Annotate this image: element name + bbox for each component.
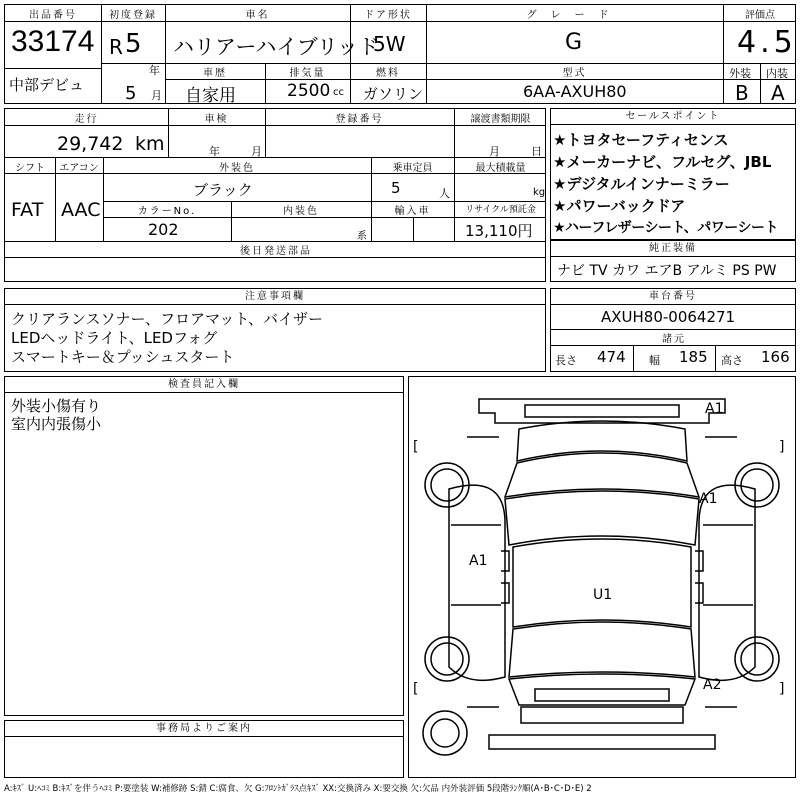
displacement: 2500 [287, 81, 331, 101]
sales-point: ★デジタルインナーミラー [553, 175, 730, 193]
inspection-month-unit: 月 [251, 145, 262, 158]
office-label: 事務局よりご案内 [5, 721, 403, 737]
sales-point: ★パワーバックドア [553, 197, 686, 215]
car-name: ハリアーハイブリッド [173, 35, 380, 59]
condition-diagram [408, 376, 796, 778]
recycle-label: リサイクル預託金 [465, 205, 536, 215]
specs-label: 諸元 [662, 334, 686, 345]
grade-label: グレード [526, 10, 623, 21]
equipment [550, 240, 796, 282]
model-label: 型式 [562, 68, 587, 79]
height: 166 [761, 348, 790, 366]
damage-mark: A1 [699, 491, 718, 507]
height-label: 高さ [721, 354, 743, 367]
note-line: スマートキー＆プッシュスタート [11, 348, 235, 366]
sales-points-label: セールスポイント [551, 109, 795, 125]
inspector-section [4, 376, 404, 716]
model: 6AA-AXUH80 [523, 82, 627, 101]
sales-point: ★メーカーナビ、フルセグ、JBL [553, 153, 772, 171]
grade: G [565, 30, 583, 55]
mileage-label: 走行 [74, 114, 99, 125]
cc-unit: cc [333, 87, 344, 98]
fuel: ガソリン [363, 85, 424, 103]
interior-grade: A [771, 81, 785, 105]
equipment-label: 純正装備 [551, 241, 795, 257]
lot-label: 出品番号 [29, 10, 77, 21]
sales-point: ★トヨタセーフティセンス [553, 131, 729, 149]
length-label: 長さ [555, 354, 577, 367]
mileage: 29,742 [57, 133, 124, 155]
shift-label: シフト [15, 163, 45, 174]
import-label: 輸入車 [394, 206, 431, 217]
km-unit: km [135, 133, 165, 155]
inspector-line: 室内内張傷小 [11, 415, 102, 433]
note-line: クリアランスソナー、フロアマット、バイザー [11, 310, 324, 328]
equipment-items: ナビ TV カワ エアB アルミ PS PW [557, 263, 777, 279]
interior-color-label: 内装色 [283, 206, 319, 217]
car-name-label: 車名 [245, 10, 270, 21]
inspector-label: 検査員記入欄 [5, 377, 403, 393]
capacity-unit: 人 [439, 187, 450, 200]
history-label: 車歴 [203, 68, 227, 79]
door-type: 5W [373, 32, 406, 56]
lot-number: 33174 [11, 25, 95, 58]
bracket-left-upper: [ [413, 439, 419, 455]
reg-no-label: 登録番号 [335, 114, 384, 125]
door-label: ドア形状 [364, 10, 412, 21]
inspection-label: 車検 [204, 114, 229, 125]
shift: FAT [11, 199, 44, 221]
color-no: 202 [148, 220, 179, 239]
ac: AAC [61, 199, 101, 221]
displacement-label: 排気量 [289, 68, 326, 79]
history: 自家用 [185, 86, 236, 106]
color-no-label: カラーNo. [137, 206, 197, 217]
bracket-left-lower: [ [413, 681, 419, 697]
chassis-label: 車台番号 [551, 289, 795, 305]
reg-month-unit: 月 [151, 89, 162, 102]
era: R [109, 35, 123, 59]
inspector-line: 外装小傷有り [11, 397, 102, 415]
car-outline-diagram [409, 377, 795, 777]
later-parts-label: 後日発送部品 [240, 246, 312, 257]
sales-points [550, 108, 796, 240]
reg-year: 5 [125, 29, 142, 59]
chassis-number: AXUH80-0064271 [601, 308, 736, 326]
damage-mark: A1 [469, 553, 488, 569]
notes-label: 注意事項欄 [5, 289, 545, 305]
damage-mark: A2 [703, 677, 722, 693]
load-unit: kg [533, 187, 546, 198]
legend: A:ｷｽﾞ U:ﾍｺﾐ B:ｷｽﾞを伴うﾍｺﾐ P:要塗装 W:補修跡 S:錆 C:腐食、欠 G:ﾌﾛﾝﾄｶﾞﾗｽ点ｷｽﾞ XX:交換済み X:要交換 欠:欠品 内外装評価 5段階ﾗﾝｸ順(A･B･C･D･E) 2 [4, 784, 592, 794]
bracket-right-upper: ] [779, 439, 785, 455]
exterior-grade: B [735, 81, 749, 105]
damage-mark: A1 [705, 401, 724, 417]
notes-section [4, 288, 546, 372]
load-label: 最大積載量 [475, 163, 526, 174]
ac-label: エアコン [59, 163, 99, 174]
dealer-name: 中部デビュ [9, 76, 85, 94]
transfer-month: 月 [489, 145, 500, 158]
capacity-label: 乗車定員 [392, 163, 433, 174]
exterior-color: ブラック [193, 181, 253, 199]
interior-color-unit: 系 [357, 231, 367, 242]
width-label: 幅 [649, 354, 660, 367]
bracket-right-lower: ] [779, 681, 785, 697]
reg-month: 5 [125, 83, 137, 104]
office-section [4, 720, 404, 778]
sales-point: ★ハーフレザーシート、パワーシート [553, 220, 778, 236]
score-label: 評価点 [745, 10, 775, 21]
note-line: LEDヘッドライト、LEDフォグ [11, 329, 218, 347]
damage-mark: U1 [593, 587, 613, 603]
interior-label: 内装 [766, 67, 788, 80]
top-section [4, 4, 796, 104]
exterior-label: 外装 [729, 67, 751, 80]
reg-year-unit: 年 [149, 64, 160, 77]
fuel-label: 燃料 [376, 68, 400, 79]
color-label: 外装色 [219, 163, 255, 174]
capacity: 5 [391, 179, 401, 197]
chassis-section [550, 288, 796, 372]
transfer-day: 日 [531, 145, 542, 158]
vehicle-details [4, 108, 546, 282]
width: 185 [679, 348, 708, 366]
length: 474 [597, 348, 626, 366]
transfer-label: 譲渡書類期限 [470, 114, 531, 125]
recycle-fee: 13,110円 [465, 222, 533, 240]
inspection-year-unit: 年 [209, 145, 220, 158]
first-reg-label: 初度登録 [109, 10, 157, 21]
score: 4.5 [737, 25, 797, 60]
